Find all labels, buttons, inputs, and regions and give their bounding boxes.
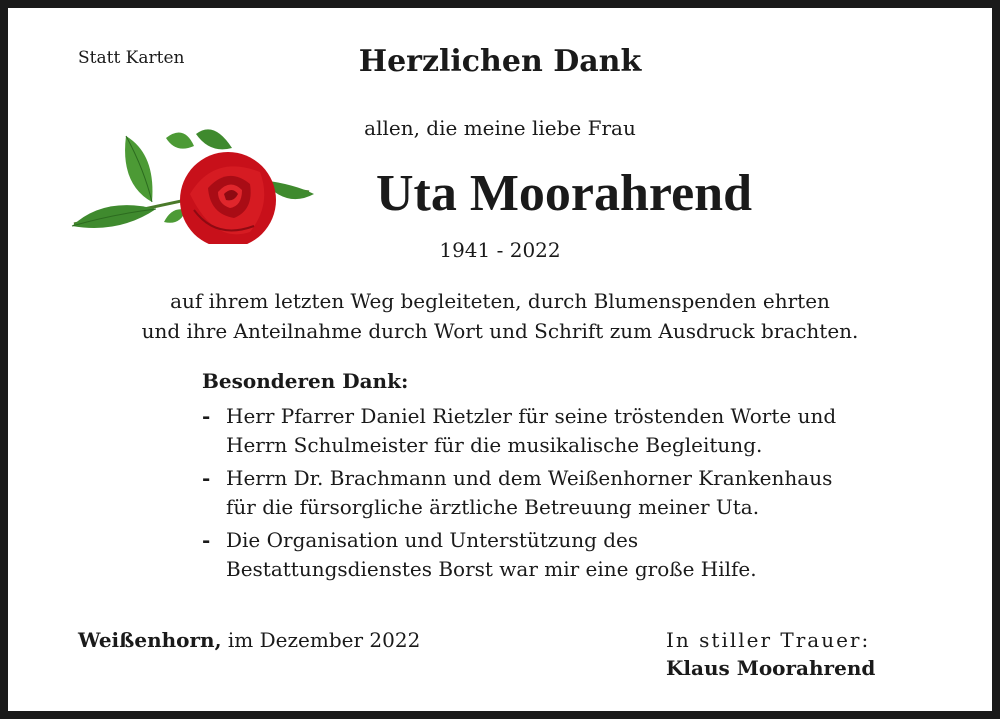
signer-name: Klaus Moorahrend xyxy=(666,656,876,680)
list-item-line-2: Bestattungsdienstes Borst war mir eine große Hilfe. xyxy=(226,557,757,581)
list-item-line-1: Herr Pfarrer Daniel Rietzler für seine tröstenden Worte und xyxy=(226,404,837,428)
list-item-line-1: Herrn Dr. Brachmann und dem Weißenhorner Krankenhaus xyxy=(226,466,833,490)
special-thanks-list xyxy=(202,402,836,588)
dash-bullet: - xyxy=(202,466,211,490)
list-item xyxy=(202,526,836,584)
list-item xyxy=(202,464,836,522)
date-text: im Dezember 2022 xyxy=(221,628,421,652)
life-years: 1941 - 2022 xyxy=(439,238,561,262)
list-item xyxy=(202,402,836,460)
dash-bullet: - xyxy=(202,528,211,552)
place-name: Weißenhorn, xyxy=(78,628,222,652)
intro-text: allen, die meine liebe Frau xyxy=(364,116,636,140)
deceased-name: Uta Moorahrend xyxy=(375,165,752,222)
mourning-label: In stiller Trauer: xyxy=(666,628,871,652)
thanks-body-line-2: und ihre Anteilnahme durch Wort und Schrift zum Ausdruck brachten. xyxy=(141,319,859,343)
list-item-line-2: Herrn Schulmeister für die musikalische Begleitung. xyxy=(226,433,763,457)
thanks-body xyxy=(8,286,992,346)
dash-bullet: - xyxy=(202,404,211,428)
page-title: Herzlichen Dank xyxy=(358,44,642,79)
place-date xyxy=(78,628,420,652)
special-thanks-heading: Besonderen Dank: xyxy=(202,369,409,393)
list-item-line-2: für die fürsorgliche ärztliche Betreuung meiner Uta. xyxy=(226,495,760,519)
thanks-body-line-1: auf ihrem letzten Weg begleiteten, durch Blumenspenden ehrten xyxy=(170,289,830,313)
list-item-line-1: Die Organisation und Unterstützung des xyxy=(226,528,639,552)
statt-karten-label: Statt Karten xyxy=(78,48,185,68)
